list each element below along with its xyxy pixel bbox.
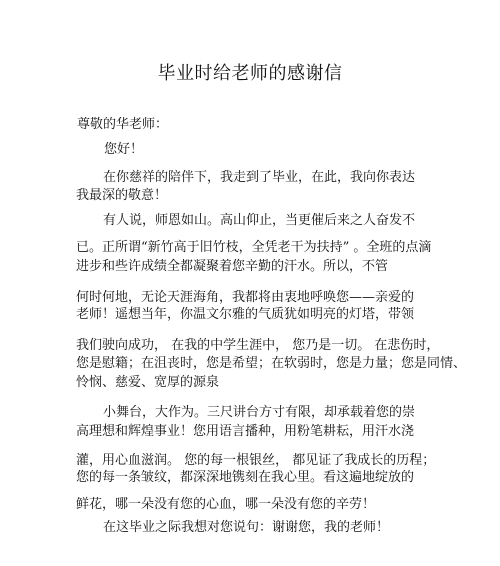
- letter-title: 毕业时给老师的感谢信: [157, 63, 343, 84]
- paragraph-3-line-4: 您的每一条皱纹，都深深地镌刻在我心里。看这遍地绽放的: [76, 470, 415, 485]
- paragraph-2-line-8: 怜悯、慈爱、宽厚的源泉: [76, 375, 220, 390]
- paragraph-2-line-3: 进步和些许成绩全都凝聚着您辛勤的汗水。所以，不管: [76, 259, 389, 274]
- paragraph-3-line-1: 小舞台，大作为。三尺讲台方寸有限，却承载着您的崇: [103, 405, 416, 420]
- paragraph-2-line-5: 老师！遥想当年，你温文尔雅的气质犹如明亮的灯塔，带领: [76, 307, 415, 322]
- paragraph-2-line-4: 何时何地，无论天涯海角，我都将由衷地呼唤您——亲爱的: [76, 290, 415, 305]
- paragraph-1-line-1: 在你慈祥的陪伴下，我走到了毕业，在此，我向你表达: [103, 170, 416, 185]
- paragraph-2-line-7: 您是慰籍；在沮丧时，您是希望；在软弱时，您是力量；您是同情、: [76, 356, 467, 371]
- paragraph-3-line-3: 灌，用心血滋润。 您的每一根银丝， 都见证了我成长的历程；: [76, 453, 436, 468]
- paragraph-2-line-2: 已。正所谓“新竹高于旧竹枝，全凭老干为扶持” 。全班的点滴: [76, 240, 432, 255]
- paragraph-1-line-2: 我最深的敬意！: [76, 188, 168, 203]
- paragraph-3-line-2: 高理想和辉煌事业！您用语言播种，用粉笔耕耘，用汗水浇: [76, 424, 415, 439]
- closing-line: 在这毕业之际我想对您说句：谢谢您，我的老师！: [103, 520, 390, 535]
- paragraph-2-line-6: 我们驶向成功， 在我的中学生涯中， 您乃是一切。 在悲伤时，: [76, 338, 440, 353]
- paragraph-3-line-5: 鲜花，哪一朵没有您的心血，哪一朵没有您的辛劳！: [76, 497, 376, 512]
- paragraph-2-line-1: 有人说，师恩如山。高山仰止，当更催后来之人奋发不: [103, 213, 416, 228]
- salutation: 尊敬的华老师：: [77, 117, 169, 132]
- greeting: 您好！: [104, 142, 144, 157]
